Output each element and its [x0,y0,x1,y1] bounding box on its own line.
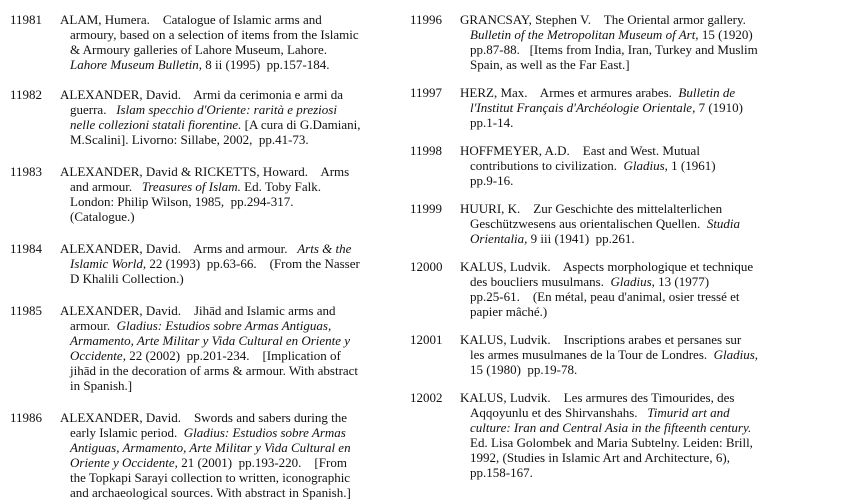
bibliography-entry [10,12,390,72]
text-segment: KALUS, Ludvik. Aspects morphologique et technique [460,259,754,274]
italic-segment: Gladius, [610,274,655,289]
entry-line [60,303,390,318]
entry-line [60,410,390,425]
entry-line [60,164,390,179]
entry-line [460,57,830,72]
italic-segment: Studia [706,216,741,231]
entry-line [460,143,830,158]
text-segment: pp.25-61. (En métal, peau d'animal, osier tressé et [470,289,740,304]
entry-line [460,231,830,246]
text-segment: GRANCSAY, Stephen V. The Oriental armor gallery. [460,12,746,27]
entry-number: 12001 [410,332,443,347]
entry-number: 11986 [10,410,43,425]
entry-number: 11985 [10,303,43,318]
entry-text [60,303,390,393]
italic-segment: l'Institut Français d'Archéologie Orientale, [470,100,696,115]
text-segment: armour. [70,318,117,333]
entry-number: 11997 [410,85,443,100]
entry-line [460,173,830,188]
text-segment: KALUS, Ludvik. Les armures des Timourides, des [460,390,735,405]
entry-line [460,259,830,274]
italic-segment: Bulletin of the Metropolitan Museum of Art, [470,27,699,42]
text-segment: [A cura di G.Damiani, [241,117,361,132]
bibliography-entry [10,410,390,500]
italic-segment: Gladius, [713,347,759,362]
bibliography-entry [410,259,830,319]
entry-line [460,115,830,130]
bibliography-entry [10,87,390,147]
entry-line [460,27,830,42]
entry-line [60,318,390,333]
text-segment: ALEXANDER, David. Arms and armour. [60,241,298,256]
entry-text [460,143,830,188]
entry-line [60,363,390,378]
entry-text [60,164,390,224]
entry-line [60,348,390,363]
entry-line [60,42,390,57]
text-segment: les armes musulmanes de la Tour de Londres. [470,347,714,362]
text-segment: 9 iii (1941) pp.261. [527,231,635,246]
text-segment: pp.158-167. [470,465,533,480]
entry-line [60,117,390,132]
italic-segment: Treasures of Islam. [141,179,241,194]
text-segment: pp.87-88. [Items from India, Iran, Turkey and Muslim [470,42,758,57]
entry-text [60,241,390,286]
bibliography-entry [410,12,830,72]
text-segment: 1992, (Studies in Islamic Art and Architecture, 6), [470,450,730,465]
text-segment: ALEXANDER, David. Jihād and Islamic arms and [60,303,336,318]
entry-text [60,12,390,72]
entry-line [60,102,390,117]
text-segment: 15 (1980) pp.19-78. [470,362,578,377]
text-segment: & Armoury galleries of Lahore Museum, Lahore. [70,42,328,57]
entry-text [460,390,830,480]
entry-line [460,390,830,405]
text-segment: ALAM, Humera. Catalogue of Islamic arms and [60,12,322,27]
bibliography-entry [410,143,830,188]
text-segment: HOFFMEYER, A.D. East and West. Mutual [460,143,700,158]
italic-segment: Occidente, [70,348,126,363]
text-segment: M.Scalini]. Livorno: Sillabe, 2002, pp.41-73. [70,132,309,147]
entry-line [460,362,830,377]
entry-line [60,179,390,194]
text-segment: ALEXANDER, David. Armi da cerimonia e armi da [60,87,344,102]
text-segment: des boucliers musulmans. [470,274,611,289]
entry-line [60,87,390,102]
text-segment: early Islamic period. [70,425,184,440]
entry-line [60,470,390,485]
entry-line [60,12,390,27]
entry-number: 11984 [10,241,43,256]
italic-segment: Antiguas, Armamento, Arte Militar y Vida Cultural en [70,440,351,455]
entry-text [460,332,830,377]
text-segment: 13 (1977) [654,274,710,289]
text-segment: and archaeological sources. With abstract in Spanish.] [70,485,351,500]
entry-number: 11982 [10,87,43,102]
entry-line [60,333,390,348]
entry-line [460,274,830,289]
text-segment: ALEXANDER, David. Swords and sabers during the [60,410,348,425]
text-segment: Spain, as well as the Far East.] [470,57,630,72]
entry-line [60,194,390,209]
entry-line [460,465,830,480]
entry-text [460,85,830,130]
entry-number: 12000 [410,259,443,274]
text-segment: Ed. Toby Falk. [240,179,322,194]
entry-line [460,42,830,57]
text-segment: Ed. Lisa Golombek and Maria Subtelny. Leiden: Brill, [470,435,753,450]
text-segment: the Topkapi Sarayi collection to written, iconographic [70,470,351,485]
entry-line [460,216,830,231]
entry-line [60,57,390,72]
entry-line [60,132,390,147]
text-segment: 7 (1910) [695,100,743,115]
entry-line [460,420,830,435]
text-segment: 15 (1920) [698,27,753,42]
text-segment: jihād in the decoration of arms & armour. With abstract [70,363,359,378]
bibliography-entry [10,241,390,286]
entry-line [460,201,830,216]
entry-line [460,347,830,362]
italic-segment: Islam specchio d'Oriente: rarità e preziosi [116,102,337,117]
text-segment: London: Philip Wilson, 1985, pp.294-317. [70,194,294,209]
text-segment: ALEXANDER, David & RICKETTS, Howard. Arms [60,164,350,179]
entry-line [60,241,390,256]
text-segment: pp.1-14. [470,115,514,130]
entry-line [460,158,830,173]
entry-text [60,87,390,147]
italic-segment: nelle collezioni statali fiorentine. [70,117,242,132]
italic-segment: Timurid art and [647,405,730,420]
entry-line [460,85,830,100]
entry-line [460,100,830,115]
text-segment: guerra. [70,102,117,117]
entry-number: 11983 [10,164,43,179]
bibliography-entry [410,201,830,246]
text-segment: 22 (2002) pp.201-234. [Implication of [125,348,341,363]
text-segment: in Spanish.] [70,378,133,393]
italic-segment: Bulletin de [678,85,736,100]
text-segment: KALUS, Ludvik. Inscriptions arabes et persanes sur [460,332,742,347]
entry-line [460,450,830,465]
entry-line [460,405,830,420]
entry-line [60,485,390,500]
entry-line [460,435,830,450]
text-segment: D Khalili Collection.) [70,271,184,286]
entry-number: 11996 [410,12,443,27]
text-segment: 21 (2001) pp.193-220. [From [177,455,347,470]
entry-text [460,201,830,246]
entry-line [60,425,390,440]
bibliography-entry [410,390,830,480]
entry-line [60,27,390,42]
text-segment: Aqqoyunlu et des Shirvanshahs. [470,405,648,420]
left-column [10,12,390,500]
text-segment: and armour. [70,179,142,194]
entry-line [60,378,390,393]
italic-segment: Lahore Museum Bulletin, [70,57,203,72]
entry-line [460,289,830,304]
entry-number: 11999 [410,201,443,216]
italic-segment: culture: Iran and Central Asia in the fifteenth century. [470,420,752,435]
entry-line [60,256,390,271]
text-segment: (Catalogue.) [70,209,135,224]
entry-line [60,271,390,286]
entry-line [460,304,830,319]
italic-segment: Gladius: Estudios sobre Armas [183,425,346,440]
entry-line [60,455,390,470]
text-segment: pp.9-16. [470,173,514,188]
text-segment: papier mâché.) [470,304,548,319]
italic-segment: Gladius: Estudios sobre Armas Antiguas, [116,318,332,333]
bibliography-entry [410,332,830,377]
text-segment: HUURI, K. Zur Geschichte des mittelalterlichen [460,201,723,216]
italic-segment: Gladius, [623,158,668,173]
text-segment: Geschützwesens aus orientalischen Quellen. [470,216,707,231]
italic-segment: Orientalia, [470,231,528,246]
bibliography-entry [10,164,390,224]
entry-line [460,332,830,347]
text-segment: 1 (1961) [667,158,716,173]
text-segment: HERZ, Max. Armes et armures arabes. [460,85,679,100]
italic-segment: Oriente y Occidente, [70,455,178,470]
italic-segment: Armamento, Arte Militar y Vida Cultural en Oriente y [70,333,351,348]
text-segment: 22 (1993) pp.63-66. (From the Nasser [146,256,360,271]
entry-number: 11981 [10,12,43,27]
right-column [410,12,830,480]
text-segment: contributions to civilization. [470,158,624,173]
entry-text [460,12,830,72]
entry-line [60,440,390,455]
entry-text [460,259,830,319]
entry-line [60,209,390,224]
entry-number: 11998 [410,143,443,158]
entry-number: 12002 [410,390,443,405]
bibliography-entry [10,303,390,393]
entry-text [60,410,390,500]
text-segment: 8 ii (1995) pp.157-184. [202,57,330,72]
italic-segment: Islamic World, [70,256,147,271]
text-segment: armoury, based on a selection of items from the Islamic [70,27,359,42]
entry-line [460,12,830,27]
italic-segment: Arts & the [297,241,352,256]
bibliography-entry [410,85,830,130]
